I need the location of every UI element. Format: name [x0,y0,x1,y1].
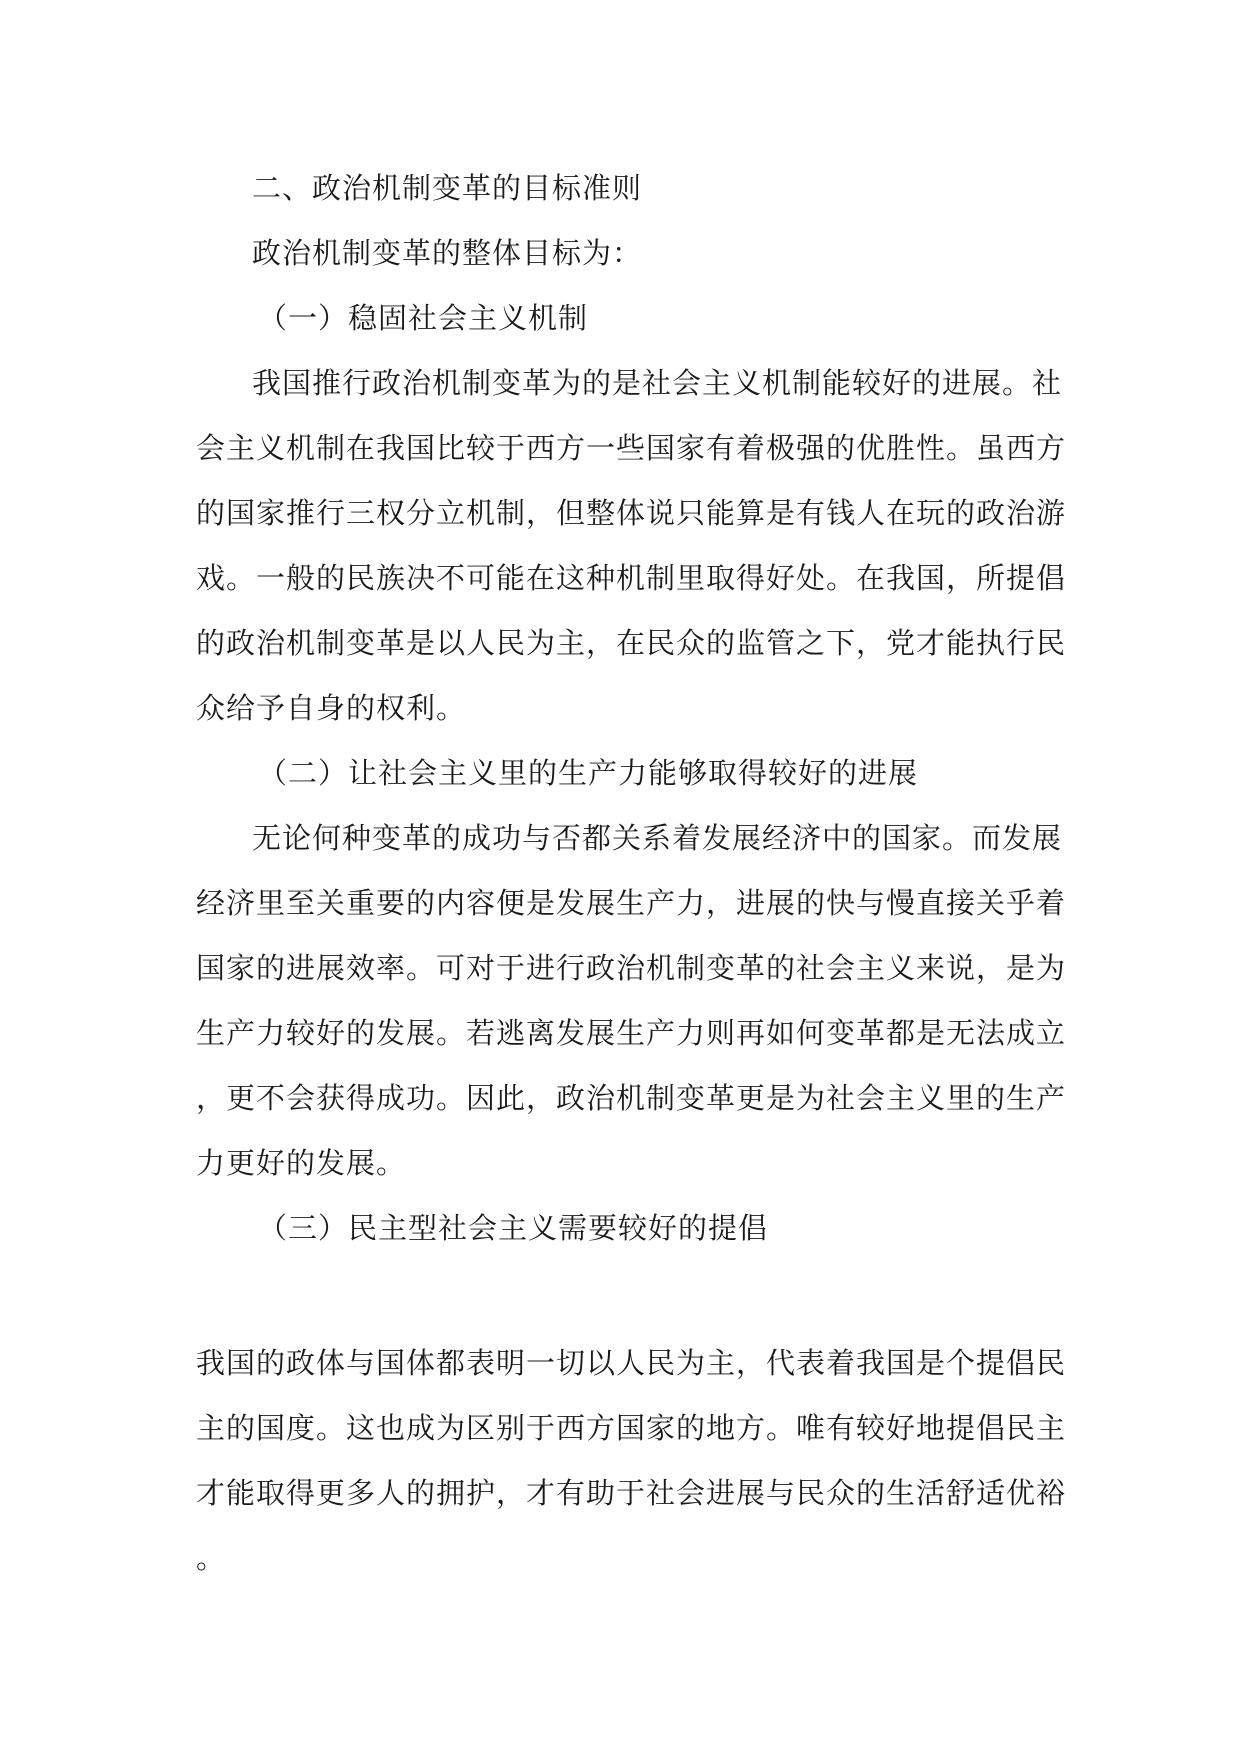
paragraph-1-line-1: 我国推行政治机制变革为的是社会主义机制能较好的进展。社 [252,366,1063,400]
subsection-title-2: （二）让社会主义里的生产力能够取得较好的进展 [258,756,919,790]
paragraph-1-line-4: 戏。一般的民族决不可能在这种机制里取得好处。在我国，所提倡 [196,561,1067,595]
subsection-title-1: （一）稳固社会主义机制 [258,301,589,335]
paragraph-1-line-3: 的国家推行三权分立机制，但整体说只能算是有钱人在玩的政治游 [196,496,1067,530]
paragraph-1-line-2: 会主义机制在我国比较于西方一些国家有着极强的优胜性。虽西方 [196,431,1067,465]
paragraph-3-line-1: 我国的政体与国体都表明一切以人民为主，代表着我国是个提倡民 [196,1346,1067,1380]
subsection-title-3: （三）民主型社会主义需要较好的提倡 [258,1211,769,1245]
paragraph-1-line-6: 众给予自身的权利。 [196,691,467,725]
paragraph-2-line-4: 生产力较好的发展。若逃离发展生产力则再如何变革都是无法成立 [196,1016,1067,1050]
paragraph-3-line-4: 。 [196,1541,227,1575]
paragraph-1-line-5: 的政治机制变革是以人民为主，在民众的监管之下，党才能执行民 [196,626,1067,660]
paragraph-2-line-1: 无论何种变革的成功与否都关系着发展经济中的国家。而发展 [252,821,1063,855]
paragraph-2-line-6: 力更好的发展。 [196,1146,407,1180]
paragraph-2-line-2: 经济里至关重要的内容便是发展生产力，进展的快与慢直接关乎着 [196,886,1067,920]
section-heading: 二、政治机制变革的目标准则 [252,171,643,205]
paragraph-2-line-5: ，更不会获得成功。因此，政治机制变革更是为社会主义里的生产 [196,1081,1067,1115]
paragraph-3-line-3: 才能取得更多人的拥护，才有助于社会进展与民众的生活舒适优裕 [196,1476,1067,1510]
paragraph-3-line-2: 主的国度。这也成为区别于西方国家的地方。唯有较好地提倡民主 [196,1411,1067,1445]
paragraph-2-line-3: 国家的进展效率。可对于进行政治机制变革的社会主义来说，是为 [196,951,1067,985]
intro-paragraph: 政治机制变革的整体目标为： [252,236,643,270]
